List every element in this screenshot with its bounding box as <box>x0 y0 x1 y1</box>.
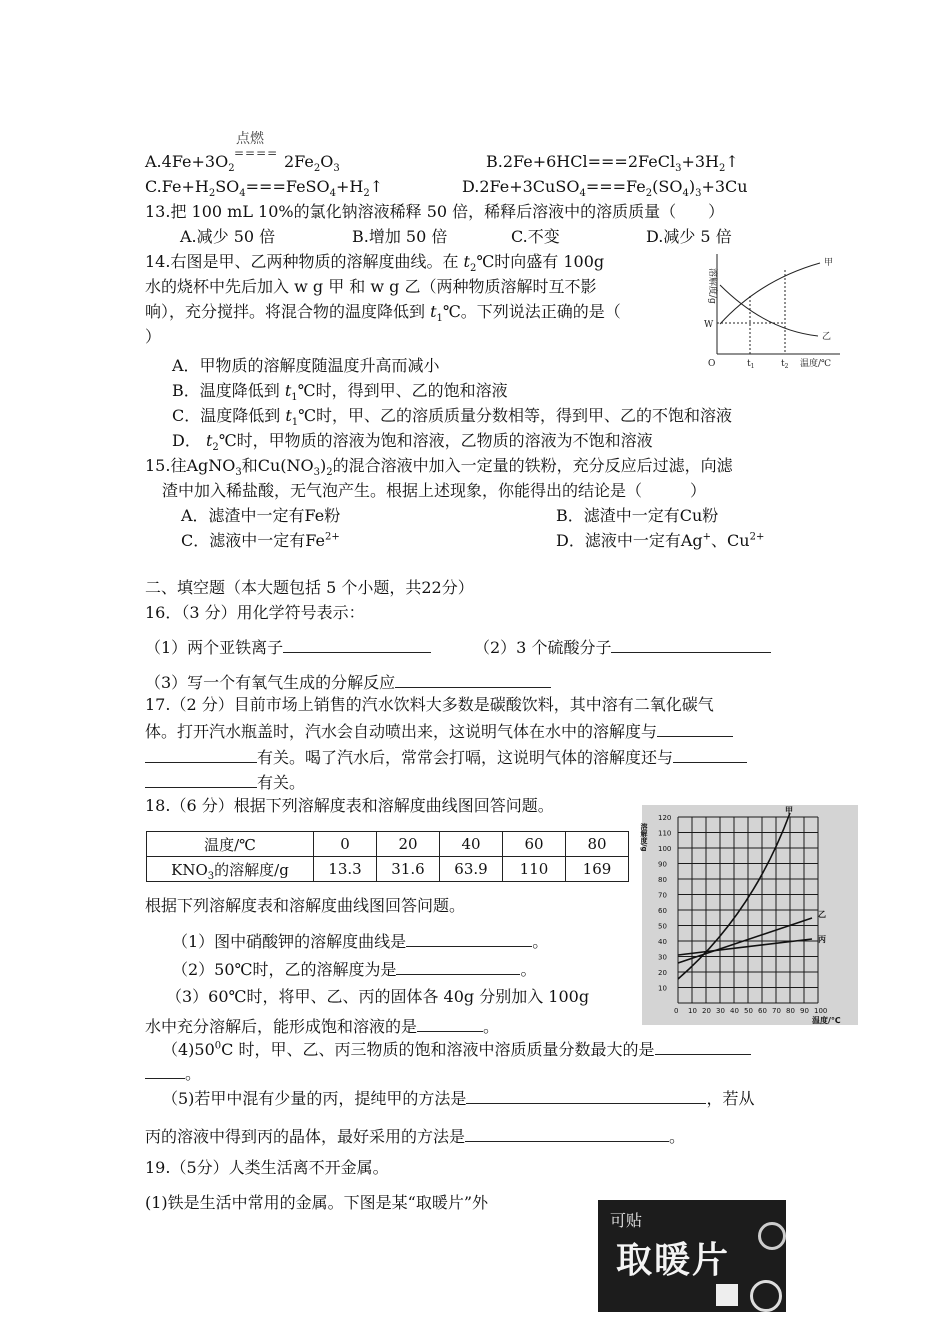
hand-warmer-photo <box>598 1200 786 1312</box>
q16-blank-1[interactable] <box>283 636 431 653</box>
q15-option-b: B．滤渣中一定有Cu粉 <box>556 506 719 525</box>
gas-arrow-icon: ↑ <box>725 152 739 171</box>
x-tick-label: 60 <box>758 1007 767 1015</box>
q18-solubility-graph-photo <box>642 805 858 1025</box>
q17-blank-1b[interactable] <box>145 746 257 763</box>
q18-blank-3[interactable] <box>417 1015 483 1032</box>
y-tick-label: 10 <box>658 984 667 993</box>
q14-origin: O <box>708 359 716 369</box>
kno3-solubility-table <box>146 831 629 882</box>
q18-blank-5b[interactable] <box>465 1125 669 1142</box>
q18-part2: （2）50℃时，乙的溶解度为是 。 <box>172 960 537 979</box>
q18-part1: （1）图中硝酸钾的溶解度曲线是 。 <box>172 932 549 951</box>
q15-option-c: C．滤液中一定有$Fe^{2+}$ <box>181 531 340 550</box>
table-header-cell: 20 <box>377 832 440 857</box>
q18-blank-5a[interactable] <box>466 1087 706 1104</box>
y-tick-label: 40 <box>658 938 667 946</box>
y-tick-label: 50 <box>658 922 667 931</box>
q18-solubility-graph <box>642 805 858 1025</box>
y-tick-label: 100 <box>658 845 672 853</box>
y-tick-label: 120 <box>658 814 672 822</box>
q14-solubility-graph <box>700 250 850 375</box>
hand-warmer-brand: 可贴 <box>610 1211 643 1230</box>
q18-part3b: 水中充分溶解后，能形成饱和溶液的是 。 <box>145 1017 500 1036</box>
q18-stem: 18.（6 分）根据下列溶解度表和溶解度曲线图回答问题。 <box>145 796 554 815</box>
table-header-cell: 60 <box>503 832 566 857</box>
x-tick-label: 90 <box>800 1007 809 1015</box>
q17-line4: 有关。 <box>145 771 305 793</box>
hand-warmer-circle-icon <box>750 1280 782 1312</box>
q19-part1: (1)铁是生活中常用的金属。下图是某“取暖片”外 <box>145 1193 489 1212</box>
table-cell: 31.6 <box>377 857 440 882</box>
q16-part2: （2）3 个硫酸分子 <box>474 636 771 658</box>
y-tick-label: 110 <box>658 829 672 838</box>
q18-blank-4b[interactable] <box>145 1062 185 1079</box>
q17-line3: 有关。喝了汽水后，常常会打嗝，这说明气体的溶解度还与 <box>145 746 747 768</box>
q18-yaxis-title: 溶解度/g <box>640 823 648 852</box>
table-header-cell: 0 <box>314 832 377 857</box>
q14-curve-yi <box>720 285 818 336</box>
q16-part3: （3）写一个有氧气生成的分解反应 <box>145 671 551 693</box>
q15-option-d: D．滤液中一定有Ag+、$Cu^{2+}$ <box>556 531 765 550</box>
gas-arrow-icon: ↑ <box>369 177 384 196</box>
x-tick-label: 10 <box>688 1007 697 1015</box>
q18-repeat-stem: 根据下列溶解度表和溶解度曲线图回答问题。 <box>145 896 466 915</box>
q18-blank-2[interactable] <box>396 958 520 975</box>
x-tick-label: 50 <box>744 1007 753 1015</box>
q18-xaxis-title: 温度/℃ <box>812 1016 841 1025</box>
q12-option-b: $B.2Fe+6HCl===2FeCl_3+3H_2↑$ <box>486 152 739 175</box>
q12-equals-arrow: ==== <box>234 146 279 160</box>
q18-part5a: （5)若甲中混有少量的丙，提纯甲的方法是 ，若从 <box>162 1089 755 1108</box>
q17-blank-1a[interactable] <box>657 720 733 737</box>
q13-option-c: C.不变 <box>511 227 560 246</box>
q18-bing-label: 丙 <box>818 935 826 944</box>
q18-blank-4a[interactable] <box>655 1038 751 1055</box>
q14-option-d: D． $t_2℃$时，甲物质的溶液为饱和溶液，乙物质的溶液为不饱和溶液 <box>172 431 653 454</box>
x-tick-label: 100 <box>814 1007 828 1015</box>
hand-warmer-circle-icon <box>758 1222 786 1250</box>
table-header-cell: 温度/℃ <box>147 832 314 857</box>
q18-jia-label: 甲 <box>785 806 793 815</box>
q14-t1-label: $t_1$ <box>747 359 755 370</box>
x-tick-label: 70 <box>772 1007 781 1015</box>
q13-option-d: D.减少 5 倍 <box>646 227 732 246</box>
q19-stem: 19.（5分）人类生活离不开金属。 <box>145 1158 389 1177</box>
x-tick-label: 40 <box>730 1007 739 1015</box>
q12-option-a <box>145 152 235 175</box>
table-row-label: $KNO_3$的溶解度/g <box>147 857 314 882</box>
q14-line2: 水的烧杯中先后加入 w g 甲 和 w g 乙（两种物质溶解时互不影 <box>145 277 597 296</box>
q18-yi-label: 乙 <box>818 910 826 919</box>
table-header-cell: 40 <box>440 832 503 857</box>
q14-option-c: C．温度降低到 $t_1℃$时，甲、乙的溶质质量分数相等，得到甲、乙的不饱和溶液 <box>172 406 733 429</box>
hand-warmer-square-icon <box>716 1284 738 1306</box>
q14-t2-label: $t_2$ <box>781 359 789 370</box>
q18-part3a: （3）60℃时，将甲、乙、丙的固体各 40g 分别加入 100g <box>166 987 590 1006</box>
q12-a-condition <box>234 128 278 158</box>
table-cell: 169 <box>566 857 629 882</box>
q12-condition-text: 点燃 <box>236 131 264 147</box>
q12-a-text: A.4Fe+3O <box>145 152 229 171</box>
hand-warmer-title: 取暖片 <box>616 1239 731 1281</box>
q12-a-sub: 2 <box>228 163 235 175</box>
q15-line2: 渣中加入稀盐酸，无气泡产生。根据上述现象，你能得出的结论是（ ） <box>162 481 707 500</box>
q14-line1: 14.右图是甲、乙两种物质的溶解度曲线。在 $t_2℃$时向盛有 100g <box>145 252 605 275</box>
q16-part1: （1）两个亚铁离子 <box>145 636 431 658</box>
q14-line3: 响），充分搅拌。将混合物的温度降低到 $t_1℃$。下列说法正确的是（ <box>145 302 621 325</box>
q12-a-product: $2Fe_2O_3$ <box>284 152 340 175</box>
y-tick-label: 80 <box>658 876 667 884</box>
y-tick-label: 30 <box>658 953 667 962</box>
q16-stem: 16．（3 分）用化学符号表示： <box>145 603 365 622</box>
q15-line1: 15.往AgNO$_3$和$Cu(NO_3)_2$的混合溶液中加入一定量的铁粉，充分反应后过滤，向滤 <box>145 456 733 479</box>
q17-line2: 体。打开汽水瓶盖时，汽水会自动喷出来，这说明气体在水中的溶解度与 <box>145 720 733 742</box>
q18-blank-1[interactable] <box>406 930 532 947</box>
q15-option-a: A．滤渣中一定有Fe粉 <box>181 506 341 525</box>
y-tick-label: 20 <box>658 969 667 977</box>
table-cell: 63.9 <box>440 857 503 882</box>
q14-w-label: W <box>704 320 714 330</box>
q13-option-a: A.减少 50 倍 <box>180 227 276 246</box>
table-row <box>147 857 629 882</box>
q14-option-b: B．温度降低到 $t_1℃$时，得到甲、乙的饱和溶液 <box>172 381 508 404</box>
q14-yi-label: 乙 <box>822 332 832 342</box>
q14-xlabel: 温度/℃ <box>800 359 832 369</box>
q13-option-b: B.增加 50 倍 <box>352 227 448 246</box>
x-tick-label: 80 <box>786 1007 795 1015</box>
q17-line1: 17.（2 分）目前市场上销售的汽水饮料大多数是碳酸饮料，其中溶有二氧化碳气 <box>145 695 714 714</box>
q14-curve-jia <box>720 263 820 324</box>
q14-ylabel: 溶解度/g <box>707 268 717 304</box>
q18-part5b: 丙的溶液中得到丙的晶体，最好采用的方法是 。 <box>145 1127 686 1146</box>
x-tick-label: 20 <box>702 1007 711 1015</box>
table-row <box>147 832 629 857</box>
q16-blank-2[interactable] <box>611 636 771 653</box>
q17-blank-2b[interactable] <box>145 771 257 788</box>
y-tick-label: 60 <box>658 907 667 915</box>
q14-jia-label: 甲 <box>824 258 834 268</box>
table-header-cell: 80 <box>566 832 629 857</box>
q12-option-c: $C.Fe+H_2SO_4===FeSO_4+H_2↑$ <box>145 177 384 200</box>
q18-part4-cont: 。 <box>145 1062 201 1084</box>
q13-stem: 13.把 100 mL 10%的氯化钠溶液稀释 50 倍，稀释后溶液中的溶质质量（ ） <box>145 202 725 221</box>
y-tick-label: 90 <box>658 860 667 869</box>
q14-option-a: A．甲物质的溶解度随温度升高而减小 <box>172 356 440 375</box>
table-cell: 13.3 <box>314 857 377 882</box>
section2-title: 二、填空题（本大题包括 5 个小题，共22分） <box>145 578 474 597</box>
q14-line4: ） <box>145 327 162 346</box>
x-tick-label: 30 <box>716 1007 725 1015</box>
q16-blank-3[interactable] <box>395 671 551 688</box>
q17-blank-2a[interactable] <box>673 746 747 763</box>
q18-part4: $(4)50^0C$ 时，甲、乙、丙三物质的饱和溶液中溶质质量分数最大的是 <box>162 1038 751 1060</box>
q12-option-d: $D.2Fe+3CuSO_4===Fe_2(SO_4)_3+3Cu$ <box>462 177 748 200</box>
table-cell: 110 <box>503 857 566 882</box>
x-tick-label: 0 <box>674 1007 679 1015</box>
y-tick-label: 70 <box>658 891 667 900</box>
